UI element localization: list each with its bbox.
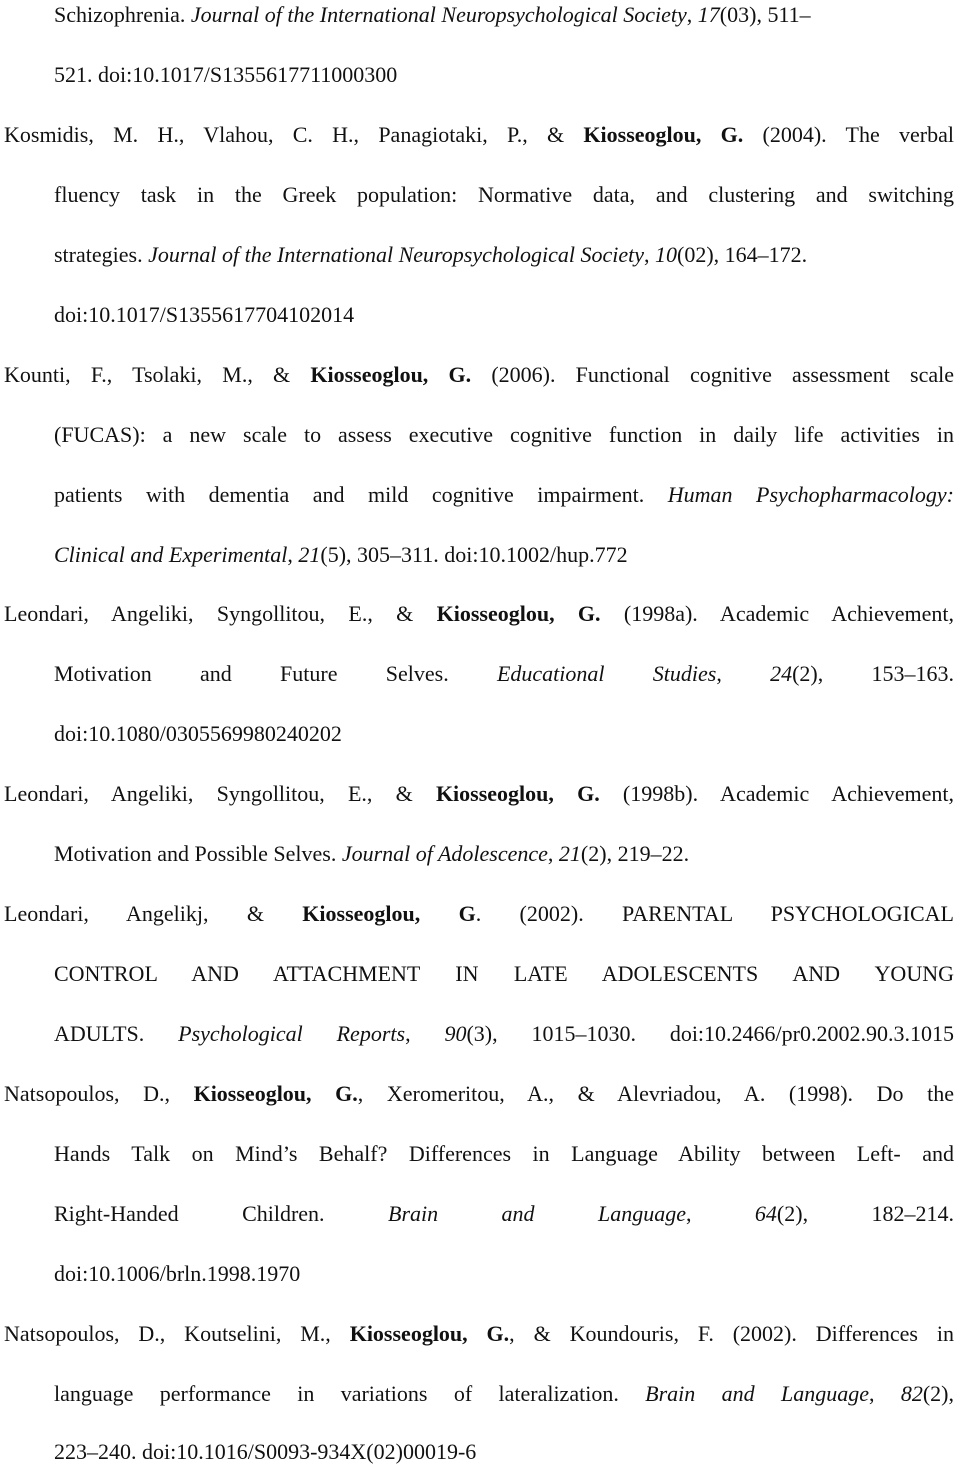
italic-text: 21	[298, 542, 321, 567]
reference-text: ADULTS.	[54, 1021, 179, 1046]
reference-line	[4, 1319, 954, 1349]
reference-text: Kounti, F., Tsolaki, M., &	[4, 362, 311, 387]
italic-text: Journal of Adolescence	[341, 841, 548, 866]
italic-text: 24	[770, 661, 793, 686]
reference-text: 521. doi:10.1017/S1355617711000300	[54, 62, 398, 87]
reference-text: Leondari, Angelikj, &	[4, 901, 303, 926]
reference-line	[54, 1437, 954, 1467]
reference-text: doi:10.1017/S1355617704102014	[54, 302, 355, 327]
reference-text: (5), 305–311. doi:10.1002/hup.772	[320, 542, 628, 567]
italic-text: Brain and Language	[388, 1201, 686, 1226]
reference-line	[4, 599, 954, 629]
reference-line	[54, 180, 954, 210]
reference-line	[54, 839, 954, 869]
italic-text: Educational Studies	[496, 661, 717, 686]
reference-text: (02), 164–172.	[677, 242, 808, 267]
reference-text: strategies.	[54, 242, 149, 267]
reference-text: (2),	[922, 1381, 954, 1406]
reference-text: Motivation and Possible Selves.	[54, 841, 342, 866]
reference-text: (2), 182–214.	[776, 1201, 955, 1226]
italic-text: 90	[444, 1021, 467, 1046]
author-highlight: Kiosseoglou, G.	[349, 1321, 510, 1346]
reference-text: fluency task in the Greek population: Normative data, and clustering and switching	[54, 182, 954, 207]
reference-line	[4, 120, 954, 150]
reference-text: Right-Handed Children.	[54, 1201, 388, 1226]
author-highlight: Kiosseoglou, G.	[435, 781, 600, 806]
reference-line	[54, 420, 954, 450]
reference-text: (2006). Functional cognitive assessment scale	[471, 362, 954, 387]
reference-text: (FUCAS): a new scale to assess executive cognitive function in daily life activities in	[54, 422, 954, 447]
reference-line	[54, 540, 954, 570]
reference-text: ,	[405, 1021, 445, 1046]
italic-text: 21	[558, 841, 581, 866]
italic-text: Journal of the International Neuropsychological Society	[148, 242, 645, 267]
reference-line	[54, 719, 954, 749]
reference-line	[4, 899, 954, 929]
italic-text: Brain and Language	[645, 1381, 869, 1406]
reference-line	[4, 1079, 954, 1109]
reference-line	[54, 480, 954, 510]
reference-text: Natsopoulos, D., Koutselini, M.,	[4, 1321, 350, 1346]
reference-text: Schizophrenia.	[54, 2, 191, 27]
reference-text: Hands Talk on Mind’s Behalf? Differences in Language Ability between Left- and	[54, 1141, 954, 1166]
reference-text: ,	[686, 2, 698, 27]
reference-text: (1998b). Academic Achievement,	[599, 781, 955, 806]
reference-text: ,	[868, 1381, 901, 1406]
italic-text: Human Psychopharmacology:	[667, 482, 954, 507]
italic-text: 64	[754, 1201, 777, 1226]
author-highlight: Kiosseoglou, G.	[193, 1081, 358, 1106]
reference-line	[54, 1259, 954, 1289]
reference-text: (1998a). Academic Achievement,	[600, 601, 955, 626]
reference-line	[54, 0, 954, 30]
author-highlight: Kiosseoglou, G.	[583, 122, 744, 147]
author-highlight: Kiosseoglou, G.	[436, 601, 601, 626]
reference-text: . (2002). PARENTAL PSYCHOLOGICAL	[475, 901, 954, 926]
reference-line	[54, 959, 954, 989]
reference-text: , & Koundouris, F. (2002). Differences in	[509, 1321, 954, 1346]
italic-text: 17	[697, 2, 720, 27]
reference-line	[54, 659, 954, 689]
author-highlight: Kiosseoglou, G	[302, 901, 476, 926]
reference-text: doi:10.1006/brln.1998.1970	[54, 1261, 301, 1286]
reference-text: doi:10.1080/0305569980240202	[54, 721, 342, 746]
reference-text: patients with dementia and mild cognitive impairment.	[54, 482, 668, 507]
reference-line	[54, 1379, 954, 1409]
author-highlight: Kiosseoglou, G.	[310, 362, 472, 387]
reference-text: language performance in variations of lateralization.	[54, 1381, 646, 1406]
reference-text: Kosmidis, M. H., Vlahou, C. H., Panagiotaki, P., &	[4, 122, 584, 147]
italic-text: Psychological Reports	[178, 1021, 406, 1046]
reference-text: Leondari, Angeliki, Syngollitou, E., &	[4, 601, 437, 626]
reference-text: , Xeromeritou, A., & Alevriadou, A. (1998). Do the	[357, 1081, 955, 1106]
italic-text: Journal of the International Neuropsychological Society	[190, 2, 687, 27]
reference-text: (3), 1015–1030. doi:10.2466/pr0.2002.90.3.1015	[466, 1021, 954, 1046]
italic-text: 10	[655, 242, 678, 267]
reference-line	[54, 60, 954, 90]
reference-line	[54, 1139, 954, 1169]
reference-text: Motivation and Future Selves.	[54, 661, 497, 686]
reference-text: ,	[644, 242, 656, 267]
reference-text: (2), 219–22.	[580, 841, 690, 866]
reference-line	[54, 300, 954, 330]
reference-line	[54, 240, 954, 270]
reference-line	[54, 1199, 954, 1229]
reference-text: ,	[716, 661, 771, 686]
italic-text: 82	[900, 1381, 923, 1406]
reference-text: (03), 511–	[719, 2, 811, 27]
reference-text: ,	[287, 542, 299, 567]
reference-line	[54, 1019, 954, 1049]
reference-text: Leondari, Angeliki, Syngollitou, E., &	[4, 781, 436, 806]
reference-text: Natsopoulos, D.,	[4, 1081, 194, 1106]
reference-line	[4, 779, 954, 809]
reference-text: 223–240. doi:10.1016/S0093-934X(02)00019-6	[54, 1439, 477, 1464]
reference-text: CONTROL AND ATTACHMENT IN LATE ADOLESCENTS AND YOUNG	[54, 961, 954, 986]
reference-text: (2), 153–163.	[792, 661, 955, 686]
italic-text: Clinical and Experimental	[54, 542, 288, 567]
reference-text: (2004). The verbal	[743, 122, 954, 147]
reference-line	[4, 360, 954, 390]
reference-text: ,	[685, 1201, 755, 1226]
reference-text: ,	[547, 841, 559, 866]
